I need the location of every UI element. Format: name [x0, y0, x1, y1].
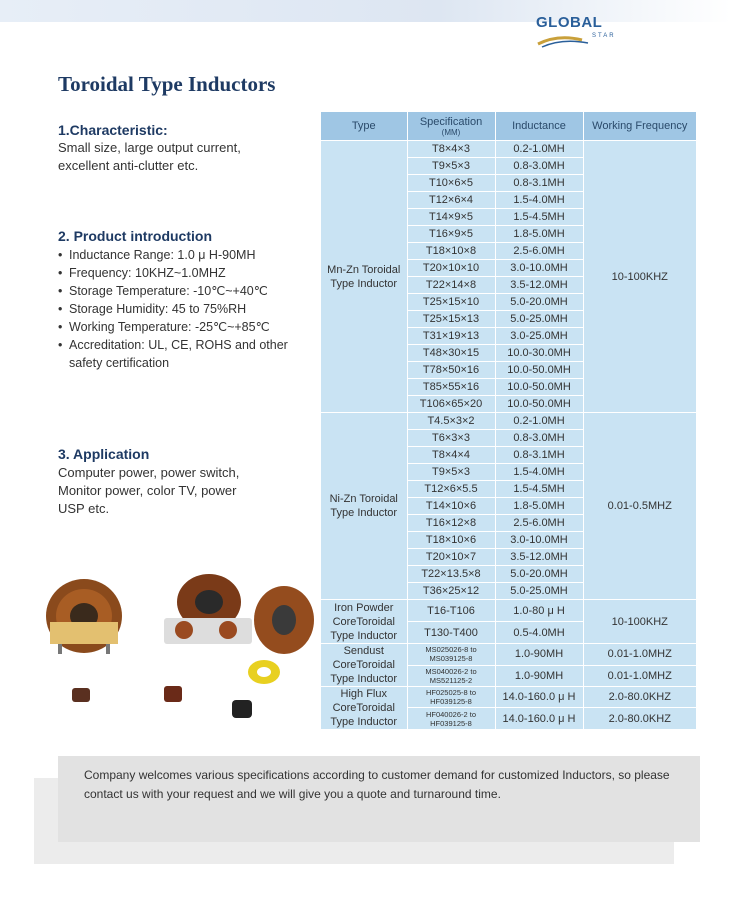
inductance-cell: 14.0-160.0 μ H — [495, 708, 583, 729]
spec-cell: T31×19×13 — [407, 328, 495, 345]
product-list — [58, 246, 308, 372]
inductance-cell: 5.0-25.0MH — [495, 583, 583, 600]
inductance-cell: 5.0-20.0MH — [495, 294, 583, 311]
inductance-cell: 1.5-4.5MH — [495, 209, 583, 226]
page-title: Toroidal Type Inductors — [58, 72, 276, 96]
spec-cell: T9×5×3 — [407, 158, 495, 175]
table-header-row — [321, 112, 696, 141]
spec-cell: T22×13.5×8 — [407, 566, 495, 583]
header-spec — [407, 112, 495, 141]
nizn-frequency: 0.01-0.5MHZ — [583, 413, 696, 600]
nizn-type: Ni-Zn Toroidal Type Inductor — [321, 413, 407, 600]
product-heading: 2. Product introduction — [58, 228, 212, 244]
inductance-cell: 1.0-90MH — [495, 644, 583, 666]
inductance-cell: 3.5-12.0MH — [495, 277, 583, 294]
spec-cell: T25×15×13 — [407, 311, 495, 328]
inductance-cell: 10.0-50.0MH — [495, 396, 583, 413]
spec-cell: T9×5×3 — [407, 464, 495, 481]
header-frequency: Working Frequency — [583, 112, 696, 141]
iron-type: Iron Powder CoreToroidal Type Inductor — [321, 600, 407, 644]
logo-brand-sub: STAR — [592, 33, 616, 39]
inductance-cell: 3.0-10.0MH — [495, 260, 583, 277]
inductance-cell: 0.5-4.0MH — [495, 622, 583, 644]
list-item: • Accreditation: UL, CE, ROHS and other safety certification — [58, 336, 308, 372]
frequency-cell: 0.01-1.0MHZ — [583, 644, 696, 666]
table-row — [321, 141, 696, 158]
spec-cell: T6×3×3 — [407, 430, 495, 447]
inductance-cell: 0.8-3.1MH — [495, 175, 583, 192]
spec-cell: T12×6×4 — [407, 192, 495, 209]
global-star-logo — [536, 14, 628, 46]
inductance-cell: 3.0-25.0MH — [495, 328, 583, 345]
spec-cell: T20×10×10 — [407, 260, 495, 277]
inductance-cell: 0.2-1.0MH — [495, 413, 583, 430]
spec-cell: T8×4×4 — [407, 447, 495, 464]
inductance-cell: 1.5-4.0MH — [495, 464, 583, 481]
spec-cell: T18×10×8 — [407, 243, 495, 260]
spec-line: HF025025-8 to — [425, 688, 477, 698]
frequency-cell: 2.0-80.0KHZ — [583, 687, 696, 708]
spec-cell: T130-T400 — [407, 622, 495, 644]
inductance-cell: 10.0-30.0MH — [495, 345, 583, 362]
spec-line: MS025026-8 to — [425, 645, 477, 655]
table-row — [321, 600, 696, 622]
spec-cell: T85×55×16 — [407, 379, 495, 396]
inductance-cell: 1.8-5.0MH — [495, 498, 583, 515]
spec-table — [321, 112, 696, 729]
application-line: Computer power, power switch, — [58, 465, 240, 480]
characteristic-line: excellent anti-clutter etc. — [58, 158, 199, 173]
table-row — [321, 413, 696, 430]
inductance-cell: 14.0-160.0 μ H — [495, 687, 583, 708]
header-spec-unit: (MM) — [441, 127, 461, 137]
header-type: Type — [321, 112, 407, 141]
header-inductance: Inductance — [495, 112, 583, 141]
characteristic-text — [58, 139, 241, 175]
spec-cell: T12×6×5.5 — [407, 481, 495, 498]
inductance-cell: 1.5-4.5MH — [495, 481, 583, 498]
spec-line: MS040026-2 to — [425, 666, 477, 676]
application-text — [58, 464, 239, 518]
spec-cell: T16×12×8 — [407, 515, 495, 532]
application-line: Monitor power, color TV, power — [58, 483, 237, 498]
spec-cell: T106×65×20 — [407, 396, 495, 413]
spec-cell: T16×9×5 — [407, 226, 495, 243]
mnzn-type: Mn-Zn Toroidal Type Inductor — [321, 141, 407, 413]
inductance-cell: 0.8-3.0MH — [495, 430, 583, 447]
inductance-cell: 1.0-80 μ H — [495, 600, 583, 622]
characteristic-heading: 1.Characteristic: — [58, 122, 168, 138]
mnzn-frequency: 10-100KHZ — [583, 141, 696, 413]
header-spec-label: Specification — [419, 115, 483, 128]
spec-cell: T78×50×16 — [407, 362, 495, 379]
inductance-cell: 10.0-50.0MH — [495, 362, 583, 379]
spec-line: HF039125-8 — [430, 697, 472, 707]
characteristic-line: Small size, large output current, — [58, 140, 241, 155]
iron-frequency: 10-100KHZ — [583, 600, 696, 644]
inductance-cell: 2.5-6.0MH — [495, 515, 583, 532]
spec-cell: T25×15×10 — [407, 294, 495, 311]
inductance-cell: 3.5-12.0MH — [495, 549, 583, 566]
frequency-cell: 0.01-1.0MHZ — [583, 665, 696, 687]
spec-line: HF040026-2 to — [425, 709, 477, 719]
notice-text: Company welcomes various specifications according to customer demand for customized Inductors, so please contact us with your request and we will give you a quote and turnaround time. — [84, 768, 670, 801]
spec-cell: T8×4×3 — [407, 141, 495, 158]
inductance-cell: 3.0-10.0MH — [495, 532, 583, 549]
application-line: USP etc. — [58, 501, 110, 516]
spec-line: MS521125-2 — [429, 675, 473, 685]
inductance-cell: 1.0-90MH — [495, 665, 583, 687]
spec-cell — [407, 687, 495, 708]
table-row — [321, 644, 696, 666]
spec-cell: T16-T106 — [407, 600, 495, 622]
spec-cell: T14×10×6 — [407, 498, 495, 515]
spec-cell: T20×10×7 — [407, 549, 495, 566]
inductance-cell: 1.5-4.0MH — [495, 192, 583, 209]
inductance-cell: 10.0-50.0MH — [495, 379, 583, 396]
spec-cell: T14×9×5 — [407, 209, 495, 226]
frequency-cell: 2.0-80.0KHZ — [583, 708, 696, 729]
inductance-cell: 5.0-20.0MH — [495, 566, 583, 583]
spec-cell: T22×14×8 — [407, 277, 495, 294]
spec-cell: T4.5×3×2 — [407, 413, 495, 430]
highflux-type: High Flux CoreToroidal Type Inductor — [321, 687, 407, 730]
application-heading: 3. Application — [58, 446, 150, 462]
spec-cell: T36×25×12 — [407, 583, 495, 600]
list-item: • Working Temperature: -25℃~+85℃ — [58, 318, 308, 336]
spec-cell: T18×10×6 — [407, 532, 495, 549]
list-item: • Inductance Range: 1.0 μ H-90MH — [58, 246, 308, 264]
inductance-cell: 5.0-25.0MH — [495, 311, 583, 328]
inductance-cell: 0.8-3.1MH — [495, 447, 583, 464]
inductance-cell: 1.8-5.0MH — [495, 226, 583, 243]
spec-line: HF039125-8 — [430, 718, 472, 728]
spec-cell — [407, 708, 495, 729]
inductor-photos-image — [44, 560, 320, 725]
spec-line: MS039125-8 — [429, 654, 473, 664]
inductance-cell: 2.5-6.0MH — [495, 243, 583, 260]
spec-cell: T48×30×15 — [407, 345, 495, 362]
table-row — [321, 687, 696, 708]
sendust-type: Sendust CoreToroidal Type Inductor — [321, 644, 407, 687]
spec-cell — [407, 665, 495, 687]
logo-brand: GLOBAL — [536, 14, 603, 31]
spec-cell: T10×6×5 — [407, 175, 495, 192]
list-item: • Storage Temperature: -10℃~+40℃ — [58, 282, 308, 300]
spec-cell — [407, 644, 495, 666]
inductance-cell: 0.2-1.0MH — [495, 141, 583, 158]
logo-swoosh-icon — [536, 32, 596, 48]
list-item: • Storage Humidity: 45 to 75%RH — [58, 300, 308, 318]
inductance-cell: 0.8-3.0MH — [495, 158, 583, 175]
list-item: • Frequency: 10KHZ~1.0MHZ — [58, 264, 308, 282]
